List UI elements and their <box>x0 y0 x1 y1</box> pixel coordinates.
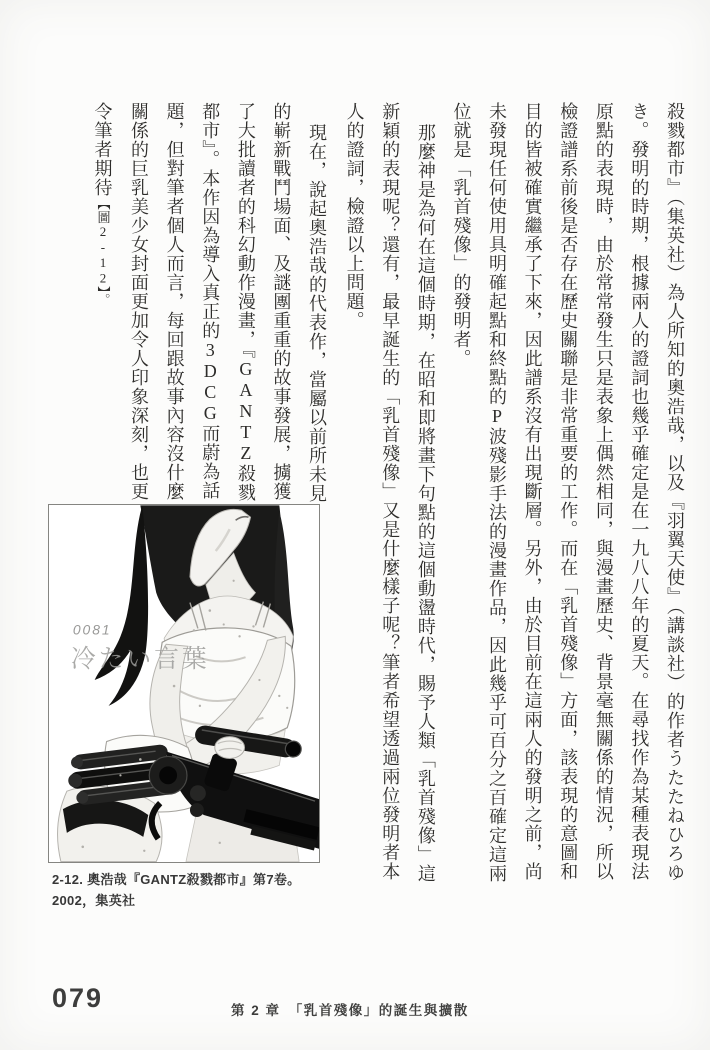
body-text-right-block <box>334 102 692 896</box>
page-number: 079 <box>52 983 104 1013</box>
paragraph-1: 殺戮都市』（集英社）為人所知的奧浩哉，以及『羽翼天使』（講談社）的作者うたたねひろゆき。發明的時期，根據兩人的證詞也幾乎確定是在一九八八年的夏天。在尋找作為某種表現法原點的表現時，由於常常發生只是表象上偶然相同，與漫畫歷史、背景毫無關係的情況，所以檢證譜系前後是否存在歷史關聯是非常重要的工作。而在「乳首殘像」方面，該表現的意圖和目的皆被確實繼承了下來，因此譜系沒有出現斷層。另外，由於目前在這兩人的發明之前，尚未發現任何使用具明確起點和終點的P波殘影手法的漫畫作品，因此幾乎可百分之百確定這兩位就是「乳首殘像」的發明者。 <box>451 102 685 883</box>
paragraph-3-text: 現在，說起奧浩哉的代表作，當屬以前所未見的嶄新戰鬥場面、及謎團重重的故事發展，擄獲了大批讀者的科幻動作漫畫，『GANTZ殺戮都市』。本作因為導入真正的3DCG而蔚為話題，但對筆者個人而言，每回跟故事內容沒什麼關係的巨乳美少女封面更加令人印象深刻，也更令筆者期待 <box>92 102 327 503</box>
paragraph-3 <box>84 102 334 506</box>
figure-caption-label: 2-12. <box>52 872 84 887</box>
figure-caption-line1 <box>52 869 352 890</box>
figure-caption <box>52 869 352 911</box>
body-text-left-block <box>62 102 334 506</box>
gantz-cover-illustration <box>49 505 319 862</box>
figure-overlay-title: 冷たい言葉 <box>70 646 210 674</box>
figure-2-12-frame <box>48 504 320 863</box>
figure-caption-line2: 2002，集英社 <box>52 893 136 908</box>
footer-chapter-title: 第 2 章 「乳首殘像」的誕生與擴散 <box>231 1003 469 1018</box>
paragraph-2: 那麼神是為何在這個時期，在昭和即將畫下句點的這個動盪時代，賜予人類「乳首殘像」這新穎的表現呢？還有，最早誕生的「乳首殘像」又是什麼樣子呢？筆者希望透過兩位發明者本人的證詞，檢證以上問題。 <box>344 102 436 883</box>
hand <box>215 737 245 759</box>
figure-reference-note: 【圖2-12】。 <box>95 197 111 307</box>
figure-overlay-number: 0081 <box>72 621 112 638</box>
figure-caption-text: 奧浩哉『GANTZ殺戮都市』第7卷。 <box>87 872 301 887</box>
